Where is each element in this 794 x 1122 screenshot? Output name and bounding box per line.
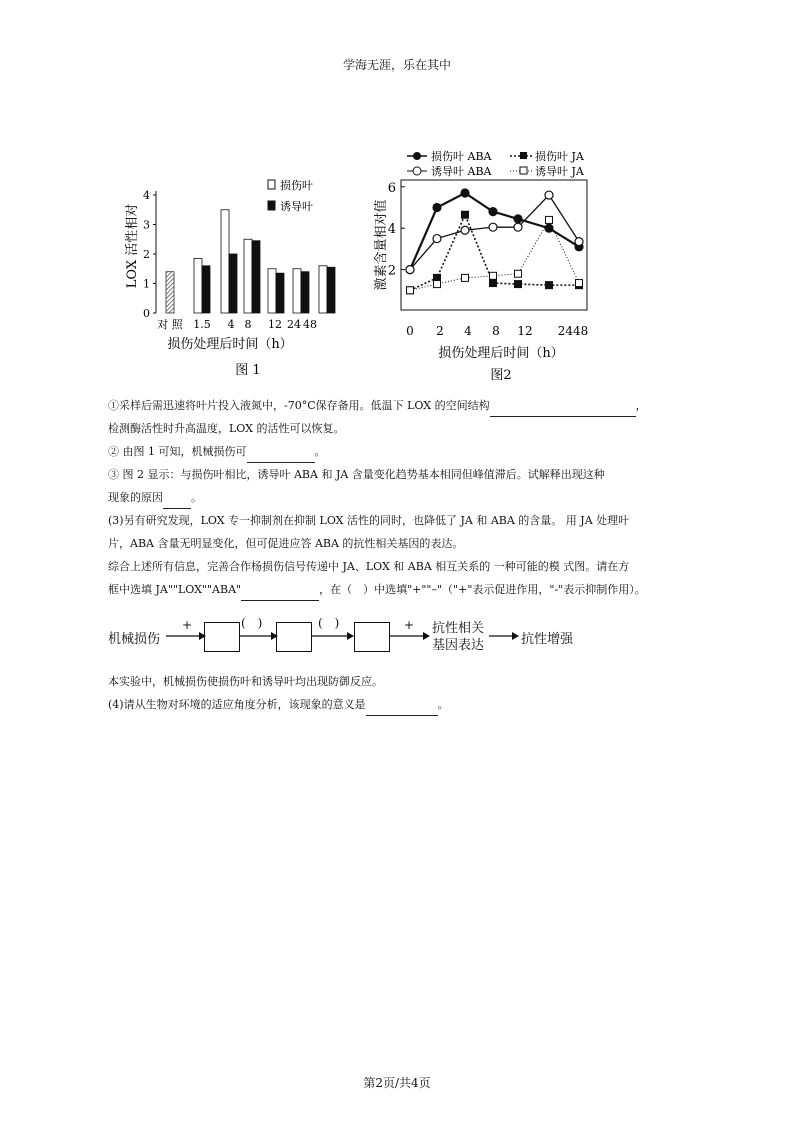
page-header: 学海无涯，乐在其中 [342,58,451,72]
point-damaged-ja [462,211,469,218]
y-tick-label: 0 [143,307,150,320]
question-text [108,394,688,601]
legend-marker [520,167,527,174]
figure-caption: 图2 [490,368,512,383]
y-axis-label: LOX 活性相对 [125,203,140,289]
y-tick-label: 2 [387,263,396,279]
flow-gene-label [432,620,484,654]
point-induced-ja [515,270,522,277]
x-axis-label: 损伤处理后时间（h） [167,337,293,352]
bar-induced [327,267,335,313]
text-p2b: 。 [314,445,326,458]
x-tick-label: 4 [464,324,472,338]
point-induced-ja [546,216,553,223]
point-damaged-ja [546,282,553,289]
x-tick-label: 12 [268,318,282,331]
y-tick-label: 4 [387,222,396,238]
flow-arrow-icon [166,630,206,642]
bar-damaged [268,269,276,313]
x-axis-label: 损伤处理后时间（h） [438,346,564,361]
point-damaged-aba [489,208,497,216]
legend-label: 诱导叶 JA [535,165,584,178]
figure-caption: 图 1 [235,363,261,378]
point-induced-aba [514,223,522,231]
y-tick-label: 6 [387,180,396,196]
bar-control [166,272,174,313]
flow-gene-line1: 抗性相关 [432,621,485,636]
text-p4a: (3)另有研究发现，LOX 专一抑制剂在抑制 LOX 活性的同时，也降低了 JA 和 ABA 的含量。 用 JA 处理叶 [108,514,630,527]
text-p1b: ， [635,399,647,412]
answer-blank-1[interactable] [490,402,636,417]
point-induced-ja [407,287,414,294]
point-induced-aba [406,266,414,274]
x-tick-label: 0 [406,324,414,338]
bar-damaged [221,210,229,313]
flow-arrow-icon [390,630,430,642]
plot-frame [401,180,587,310]
answer-blank-3[interactable] [163,494,191,509]
bar-damaged [319,266,327,313]
figure-2-line-chart [355,140,595,385]
point-induced-aba [433,235,441,243]
text-p7b: 。 [437,698,449,711]
point-damaged-ja [490,280,497,287]
point-damaged-ja [515,281,522,288]
legend-label: 诱导叶 [280,200,313,213]
legend-label: 损伤叶 JA [535,150,584,163]
bar-induced [276,273,284,313]
bar-induced [252,241,260,313]
point-induced-ja [462,274,469,281]
point-induced-aba [461,226,469,234]
point-damaged-aba [461,189,469,197]
text-p3b: 现象的原因 [108,491,163,504]
figure-1-bar-chart [118,168,348,388]
x-tick-label: 1.5 [193,318,211,331]
text-p6: 本实验中，机械损伤使损伤叶和诱导叶均出现防御反应。 [108,675,383,688]
answer-blank-2[interactable] [247,448,315,463]
bar-induced [301,272,309,313]
legend-label: 损伤叶 ABA [431,150,492,163]
x-tick-label: 12 [517,324,533,338]
flow-plus-sign: + [404,618,415,632]
legend-label: 损伤叶 [280,179,313,192]
point-damaged-aba [514,215,522,223]
legend-marker [520,152,527,159]
bar-damaged [244,239,252,313]
flow-box-1[interactable] [204,622,240,652]
x-tick-label: 对 照 [157,318,183,331]
flow-gene-line2: 基因表达 [432,638,485,653]
y-tick-label: 4 [143,189,150,202]
y-tick-label: 1 [143,277,150,291]
question-text-2 [108,670,688,716]
x-tick-label: 4 [227,318,235,331]
point-damaged-aba [433,204,441,212]
y-axis-label: 激素含量相对值 [374,199,389,291]
bar-damaged [293,269,301,313]
point-induced-aba [575,238,583,246]
answer-blank-5[interactable] [366,701,438,716]
x-tick-label: 8 [244,318,252,331]
text-p2a: ② 由图 1 可知，机械损伤可 [108,445,247,458]
flow-arrow-icon [489,630,519,642]
point-induced-ja [434,281,441,288]
flow-paren-1[interactable]: ( ) [241,616,263,630]
point-induced-aba [545,191,553,199]
point-induced-aba [489,223,497,231]
point-induced-ja [490,272,497,279]
legend-label: 诱导叶 ABA [431,165,492,178]
text-p3c: 。 [191,491,202,504]
bar-induced [202,266,210,313]
flow-box-3[interactable] [354,622,390,652]
legend-swatch-induced [268,201,275,210]
text-p4b: 片，ABA 含量无明显变化，但可促进应答 ABA 的抗性相关基因的表达。 [108,537,464,550]
y-tick-label: 3 [143,218,150,232]
bar-induced [229,254,237,313]
legend-marker [413,152,421,160]
flow-paren-2[interactable]: ( ) [318,616,340,630]
text-p3a: ③ 图 2 显示：与损伤叶相比，诱导叶 ABA 和 JA 含量变化趋势基本相同但峰值滞后。试解释出现这种 [108,468,605,481]
x-tick-label: 48 [303,318,317,331]
flow-box-2[interactable] [276,622,312,652]
y-tick-label: 2 [143,248,150,261]
bar-damaged [194,258,202,313]
flow-arrow-icon [312,630,354,642]
flow-start-label: 机械损伤 [108,632,161,647]
text-p7a: (4)请从生物对环境的适应角度分析，该现象的意义是 [108,698,366,711]
x-tick-label: 8 [492,324,500,338]
page-footer: 第2页/共4页 [363,1076,431,1090]
flow-arrow-icon [240,630,278,642]
point-induced-ja [576,280,583,287]
flow-end-label: 抗性增强 [521,632,574,647]
text-p1a: ①采样后需迅速将叶片投入液氮中，-70°C保存备用。低温下 LOX 的空间结构 [108,399,490,412]
legend-swatch-damaged [268,180,275,189]
text-p1c: 检测酶活性时升高温度，LOX 的活性可以恢复。 [108,422,345,435]
x-tick-label: 2448 [557,324,589,338]
signal-flow-diagram [108,616,688,666]
text-p5b: 框中选填 JA""LOX""ABA" [108,583,242,596]
legend-marker [413,167,421,175]
x-tick-label: 2 [436,324,444,338]
text-p5a: 综合上述所有信息，完善合作杨损伤信号传递中 JA、LOX 和 ABA 相互关系的 一种可能的模 式图。请在方 [108,560,630,573]
flow-plus-sign: + [182,618,193,632]
x-tick-label: 24 [287,318,301,331]
text-p5c: ，在（ ）中选填"+""–"（"+"表示促进作用，"-"表示抑制作用）。 [319,583,646,596]
answer-blank-4[interactable] [241,586,319,601]
